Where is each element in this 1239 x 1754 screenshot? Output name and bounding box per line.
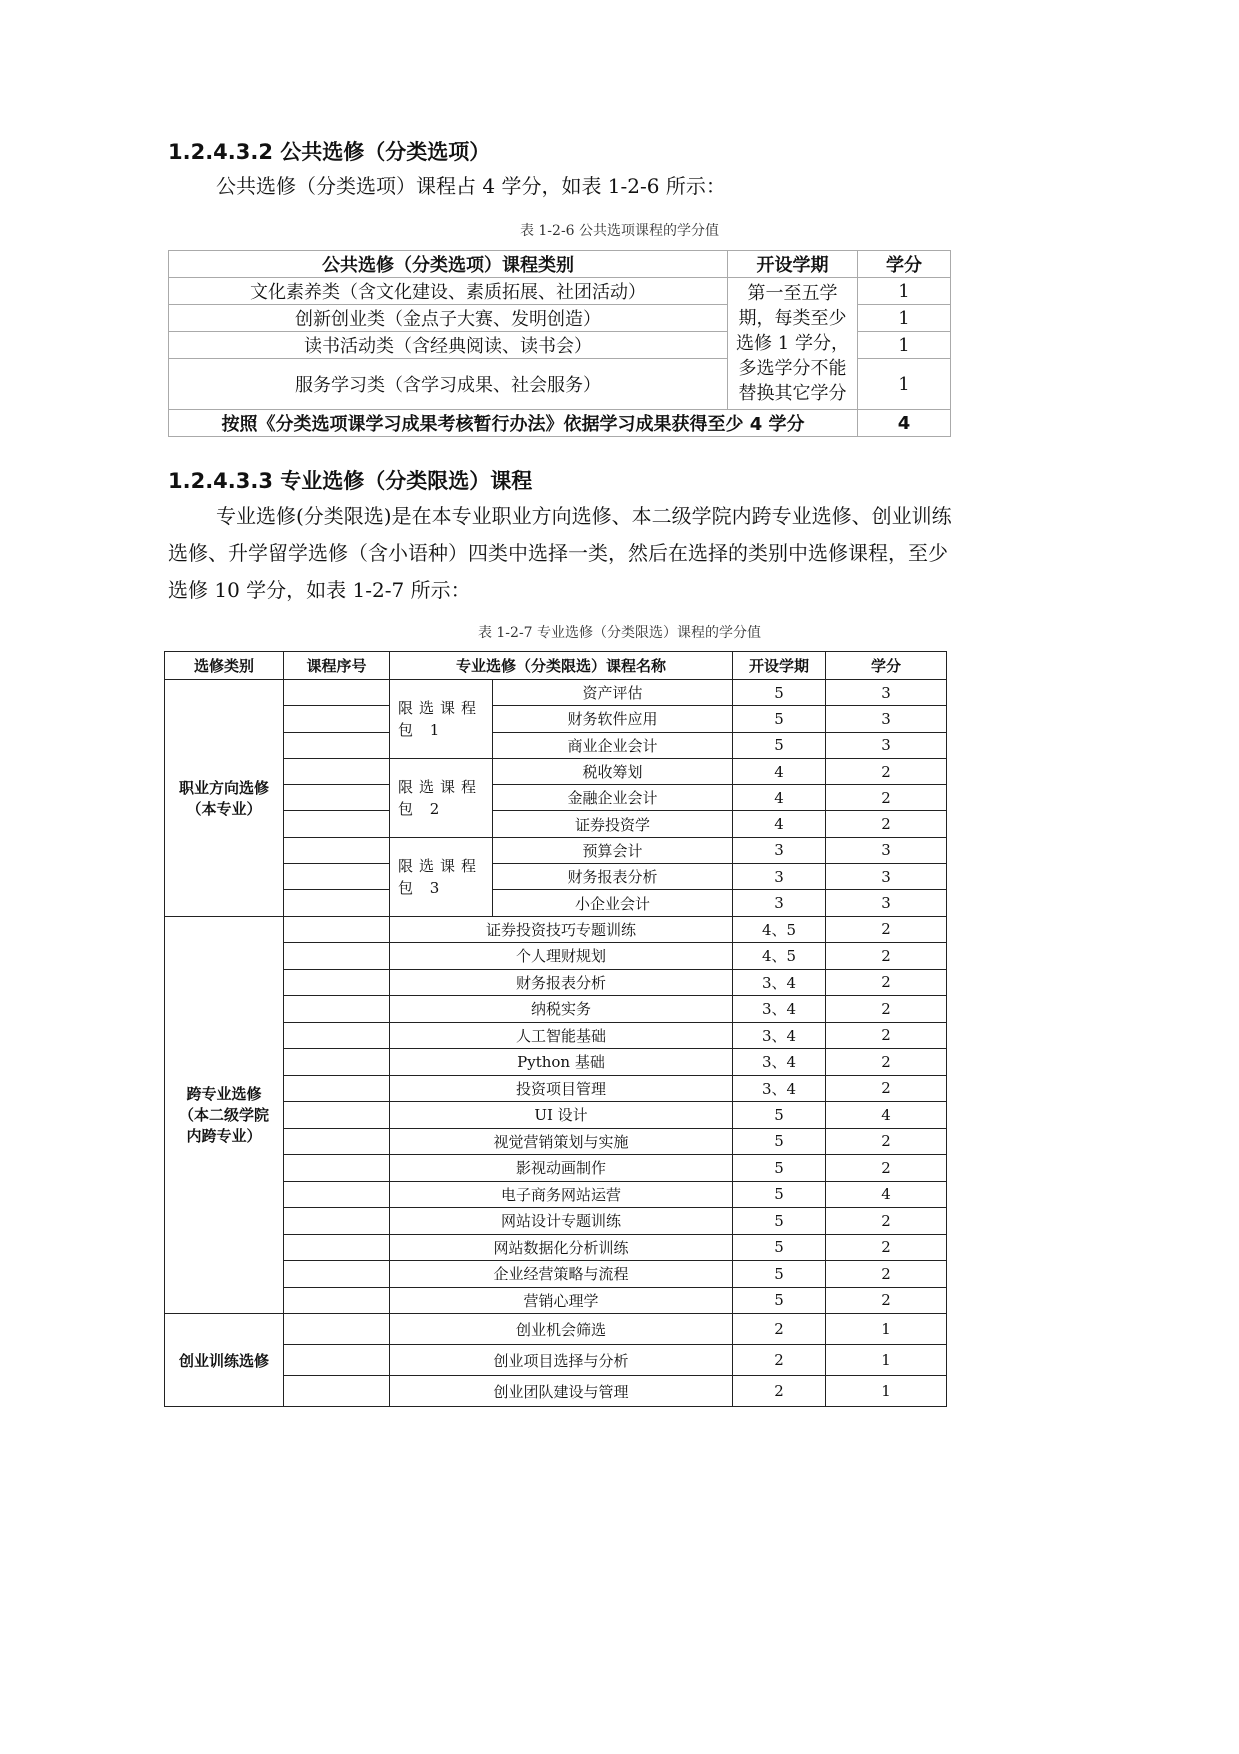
credit: 2 <box>826 811 947 837</box>
course-name: 企业经营策略与流程 <box>390 1261 733 1288</box>
course-name: 证券投资技巧专题训练 <box>390 916 733 943</box>
credit: 2 <box>826 1049 947 1076</box>
semester: 5 <box>733 680 826 706</box>
course-name: 人工智能基础 <box>390 1022 733 1049</box>
semester: 5 <box>733 1102 826 1129</box>
semester: 2 <box>733 1345 826 1376</box>
course-number-cell <box>284 1075 390 1102</box>
package-cell: 限选课程包 3 <box>390 837 493 916</box>
course-name: 投资项目管理 <box>390 1075 733 1102</box>
course-number-cell <box>284 1102 390 1129</box>
column-header: 开设学期 <box>733 652 826 680</box>
course-number-cell <box>284 1234 390 1261</box>
package-cell: 限选课程包 1 <box>390 680 493 759</box>
semester: 2 <box>733 1376 826 1407</box>
column-header: 课程序号 <box>284 652 390 680</box>
course-name: 网站设计专题训练 <box>390 1208 733 1235</box>
credit: 2 <box>826 969 947 996</box>
course-name: 预算会计 <box>493 837 733 863</box>
course-number-cell <box>284 680 390 706</box>
course-name: 网站数据化分析训练 <box>390 1234 733 1261</box>
credit: 4 <box>826 1102 947 1129</box>
category-cell: 跨专业选修（本二级学院内跨专业） <box>165 916 284 1314</box>
semester: 5 <box>733 1181 826 1208</box>
credit: 3 <box>826 837 947 863</box>
semester: 5 <box>733 732 826 758</box>
semester: 3、4 <box>733 996 826 1023</box>
public-elective-table <box>168 250 951 437</box>
course-name: 创业团队建设与管理 <box>390 1376 733 1407</box>
semester: 5 <box>733 1208 826 1235</box>
course-number-cell <box>284 1261 390 1288</box>
column-header: 学分 <box>858 251 951 278</box>
credit: 2 <box>826 916 947 943</box>
course-number-cell <box>284 1181 390 1208</box>
credit: 3 <box>826 706 947 732</box>
semester: 4 <box>733 758 826 784</box>
table-row <box>165 680 947 706</box>
course-name: 纳税实务 <box>390 996 733 1023</box>
category-cell: 创新创业类（金点子大赛、发明创造） <box>169 305 728 332</box>
semester: 4 <box>733 785 826 811</box>
credit: 2 <box>826 785 947 811</box>
course-number-cell <box>284 1376 390 1407</box>
course-number-cell <box>284 1155 390 1182</box>
category-cell: 文化素养类（含文化建设、素质拓展、社团活动） <box>169 278 728 305</box>
course-name: 创业机会筛选 <box>390 1314 733 1345</box>
credit-cell: 1 <box>858 305 951 332</box>
course-name: 财务软件应用 <box>493 706 733 732</box>
semester: 3、4 <box>733 1022 826 1049</box>
section-heading: 1.2.4.3.2 公共选修（分类选项） <box>168 140 491 164</box>
column-header: 选修类别 <box>165 652 284 680</box>
course-name: 商业企业会计 <box>493 732 733 758</box>
semester: 5 <box>733 1155 826 1182</box>
semester: 3 <box>733 890 826 916</box>
course-number-cell <box>284 943 390 970</box>
credit: 2 <box>826 1234 947 1261</box>
course-number-cell <box>284 732 390 758</box>
credit: 1 <box>826 1376 947 1407</box>
credit-cell: 1 <box>858 332 951 359</box>
semester-note: 第一至五学期，每类至少选修 1 学分，多选学分不能替换其它学分 <box>728 278 858 410</box>
course-number-cell <box>284 1287 390 1314</box>
course-name: 营销心理学 <box>390 1287 733 1314</box>
paragraph: 专业选修(分类限选)是在本专业职业方向选修、本二级学院内跨专业选修、创业训练选修、升学留学选修（含小语种）四类中选择一类，然后在选择的类别中选修课程，至少选修 10 学分，如表 1-2-7 所示： <box>168 504 952 602</box>
credit: 2 <box>826 996 947 1023</box>
category-cell: 服务学习类（含学习成果、社会服务） <box>169 359 728 410</box>
course-number-cell <box>284 785 390 811</box>
table-caption: 表 1-2-6 公共选项课程的学分值 <box>519 223 720 239</box>
category-cell: 读书活动类（含经典阅读、读书会） <box>169 332 728 359</box>
column-header: 学分 <box>826 652 947 680</box>
column-header: 专业选修（分类限选）课程名称 <box>390 652 733 680</box>
course-name: 税收筹划 <box>493 758 733 784</box>
section-heading: 1.2.4.3.3 专业选修（分类限选）课程 <box>168 469 533 493</box>
credit: 1 <box>826 1345 947 1376</box>
course-number-cell <box>284 916 390 943</box>
semester: 2 <box>733 1314 826 1345</box>
semester: 3、4 <box>733 1049 826 1076</box>
credit: 2 <box>826 1287 947 1314</box>
course-number-cell <box>284 706 390 732</box>
course-number-cell <box>284 996 390 1023</box>
semester: 4、5 <box>733 943 826 970</box>
course-number-cell <box>284 1208 390 1235</box>
credit: 1 <box>826 1314 947 1345</box>
credit-cell: 1 <box>858 278 951 305</box>
table-row <box>169 251 951 278</box>
course-name: UI 设计 <box>390 1102 733 1129</box>
semester: 5 <box>733 706 826 732</box>
semester: 4 <box>733 811 826 837</box>
course-name: 小企业会计 <box>493 890 733 916</box>
credit-cell: 1 <box>858 359 951 410</box>
course-number-cell <box>284 890 390 916</box>
table-caption: 表 1-2-7 专业选修（分类限选）课程的学分值 <box>477 625 762 641</box>
course-name: Python 基础 <box>390 1049 733 1076</box>
table-row <box>165 916 947 943</box>
semester: 3 <box>733 864 826 890</box>
professional-elective-table <box>164 651 947 1407</box>
credit: 3 <box>826 890 947 916</box>
course-number-cell <box>284 1049 390 1076</box>
course-name: 资产评估 <box>493 680 733 706</box>
table-row <box>169 278 951 305</box>
credit: 3 <box>826 680 947 706</box>
column-header: 开设学期 <box>728 251 858 278</box>
semester: 5 <box>733 1234 826 1261</box>
column-header: 公共选修（分类选项）课程类别 <box>169 251 728 278</box>
credit: 2 <box>826 1022 947 1049</box>
course-name: 个人理财规划 <box>390 943 733 970</box>
course-name: 影视动画制作 <box>390 1155 733 1182</box>
course-name: 电子商务网站运营 <box>390 1181 733 1208</box>
credit: 4 <box>826 1181 947 1208</box>
package-cell: 限选课程包 2 <box>390 758 493 837</box>
course-number-cell <box>284 1022 390 1049</box>
course-name: 创业项目选择与分析 <box>390 1345 733 1376</box>
course-number-cell <box>284 758 390 784</box>
semester: 3 <box>733 837 826 863</box>
course-number-cell <box>284 837 390 863</box>
semester: 4、5 <box>733 916 826 943</box>
course-name: 证券投资学 <box>493 811 733 837</box>
total-credit: 4 <box>858 410 951 437</box>
course-number-cell <box>284 969 390 996</box>
category-cell: 创业训练选修 <box>165 1314 284 1407</box>
credit: 2 <box>826 1261 947 1288</box>
credit: 2 <box>826 1208 947 1235</box>
course-name: 视觉营销策划与实施 <box>390 1128 733 1155</box>
course-number-cell <box>284 864 390 890</box>
total-label: 按照《分类选项课学习成果考核暂行办法》依据学习成果获得至少 4 学分 <box>169 410 858 437</box>
course-name: 财务报表分析 <box>390 969 733 996</box>
credit: 2 <box>826 758 947 784</box>
category-cell: 职业方向选修（本专业） <box>165 680 284 917</box>
credit: 3 <box>826 864 947 890</box>
paragraph: 公共选修（分类选项）课程占 4 学分，如表 1-2-6 所示： <box>216 174 726 198</box>
course-number-cell <box>284 1128 390 1155</box>
course-name: 财务报表分析 <box>493 864 733 890</box>
semester: 3、4 <box>733 969 826 996</box>
table-row <box>165 1314 947 1345</box>
credit: 2 <box>826 1075 947 1102</box>
semester: 3、4 <box>733 1075 826 1102</box>
course-number-cell <box>284 1345 390 1376</box>
semester: 5 <box>733 1128 826 1155</box>
semester: 5 <box>733 1287 826 1314</box>
table-row <box>165 652 947 680</box>
course-number-cell <box>284 1314 390 1345</box>
table-row <box>169 410 951 437</box>
credit: 2 <box>826 1128 947 1155</box>
credit: 2 <box>826 1155 947 1182</box>
credit: 2 <box>826 943 947 970</box>
semester: 5 <box>733 1261 826 1288</box>
credit: 3 <box>826 732 947 758</box>
course-name: 金融企业会计 <box>493 785 733 811</box>
course-number-cell <box>284 811 390 837</box>
